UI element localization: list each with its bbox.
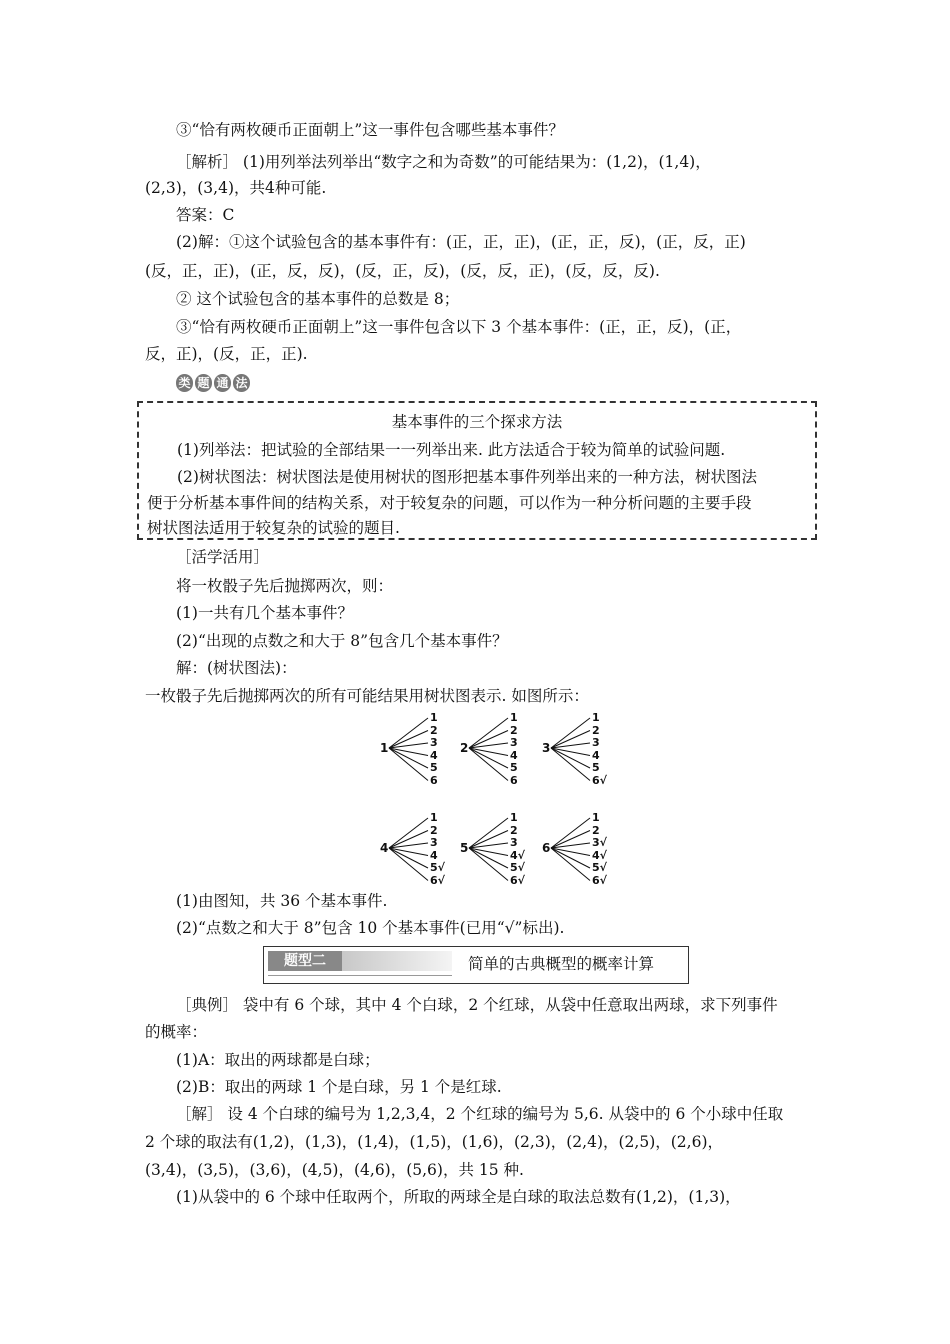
tree-leaf: 3√ [592, 836, 607, 849]
method-box-title: 基本事件的三个探求方法 [391, 413, 563, 431]
question-type-header [263, 946, 689, 984]
tree-branches [460, 712, 532, 788]
tree-root: 5 [460, 841, 469, 855]
header-shade [342, 951, 452, 971]
tree-leaf: 1 [430, 711, 438, 724]
text-line: 一枚骰子先后抛掷两次的所有可能结果用树状图表示. 如图所示： [145, 687, 589, 705]
tree-leaf: 6√ [592, 873, 607, 887]
tree-leaf: 4 [430, 848, 438, 862]
text-line: 将一枚骰子先后抛掷两次，则： [176, 577, 394, 595]
tree-leaf: 1 [510, 711, 518, 724]
method-line: 树状图法适用于较复杂的试验的题目. [147, 519, 400, 537]
text-line: (1)一共有几个基本事件？ [176, 604, 353, 622]
tree-branches [380, 712, 452, 788]
text-line: ［活学活用］ [176, 548, 270, 566]
tree-branch [551, 848, 590, 868]
tree-leaf: 4 [510, 748, 518, 762]
tree-leaf: 1 [592, 811, 600, 824]
tree [460, 812, 532, 888]
text-line: ［解析］ (1)用列举法列举出“数字之和为奇数”的可能结果为：(1,2)，(1,4)， [176, 153, 711, 171]
text-line: (1)A：取出的两球都是白球； [176, 1051, 380, 1069]
text-line: (1)从袋中的 6 个球中任取两个，所取的两球全是白球的取法总数有(1,2)，(1,3)， [176, 1188, 741, 1206]
text-line: 答案：C [176, 206, 235, 224]
text-line: 2 个球的取法有(1,2)，(1,3)，(1,4)，(1,5)，(1,6)，(2,3)，(2,4)，(2,5)，(2,6)， [145, 1133, 723, 1151]
text-line: ［典例］ 袋中有 6 个球，其中 4 个白球，2 个红球，从袋中任意取出两球，求下列事件 [176, 996, 778, 1014]
tree-leaf: 2 [592, 723, 600, 737]
section-badge [176, 374, 250, 392]
tree-root: 4 [380, 841, 389, 855]
question-type-title: 简单的古典概型的概率计算 [468, 955, 655, 973]
tree-leaf: 4√ [510, 848, 525, 862]
text-line: ② 这个试验包含的基本事件的总数是 8； [176, 290, 460, 308]
method-line: 便于分析基本事件间的结构关系，对于较复杂的问题，可以作为一种分析问题的主要手段 [147, 494, 752, 512]
tree-root: 2 [460, 741, 469, 755]
tree-root: 3 [542, 741, 551, 755]
tree-leaf: 1 [510, 811, 518, 824]
tree-leaf: 5√ [430, 861, 445, 874]
text-line: (3,4)，(3,5)，(3,6)，(4,5)，(4,6)，(5,6)，共 15 种. [145, 1161, 524, 1179]
badge-char: 法 [233, 374, 250, 392]
tree-branch [551, 748, 590, 756]
tree-leaf: 4√ [592, 848, 607, 862]
text-line: (2)“点数之和大于 8”包含 10 个基本事件(已用“√”标出). [176, 919, 565, 937]
tree-leaf: 1 [430, 811, 438, 824]
method-box [137, 401, 817, 540]
tree-branch [469, 748, 508, 756]
tree-leaf: 1 [592, 711, 600, 724]
tree-branch [389, 848, 428, 881]
tree-leaf: 2 [510, 823, 518, 837]
tree-branch [551, 748, 590, 768]
tree [542, 712, 614, 788]
tree-branch [551, 748, 590, 781]
tree-leaf: 3 [510, 736, 518, 749]
tree-leaf: 5 [430, 761, 438, 774]
tree-root: 6 [542, 841, 551, 855]
tree [460, 712, 532, 788]
text-line: (1)由图知，共 36 个基本事件. [176, 892, 388, 910]
tree-branch [469, 748, 508, 768]
tree-diagram [370, 712, 630, 890]
header-underline [268, 971, 452, 976]
text-line: 的概率： [145, 1023, 208, 1041]
tree-leaf: 2 [592, 823, 600, 837]
text-line: ③“恰有两枚硬币正面朝上”这一事件包含以下 3 个基本事件：(正，正，反)，(正， [176, 318, 742, 336]
badge-char: 题 [195, 374, 212, 392]
badge-char: 类 [176, 374, 193, 392]
tree-branch [551, 848, 590, 856]
tree-leaf: 3 [592, 736, 600, 749]
tree-leaf: 6 [430, 773, 438, 787]
tree-leaf: 6√ [430, 873, 445, 887]
method-line: (2)树状图法：树状图法是使用树状的图形把基本事件列举出来的一种方法，树状图法 [177, 468, 757, 486]
tree-leaf: 5 [510, 761, 518, 774]
text-line: 解：(树状图法)： [176, 659, 297, 677]
tree-leaf: 6√ [592, 773, 607, 787]
question-type-tag: 题型二 [268, 951, 342, 971]
tree-leaf: 5√ [510, 861, 525, 874]
tree-branch [469, 848, 508, 856]
tree-branch [469, 848, 508, 868]
tree-leaf: 5 [592, 761, 600, 774]
tree-leaf: 3 [510, 836, 518, 849]
tree-root: 1 [380, 741, 389, 755]
method-line: (1)列举法：把试验的全部结果一一列举出来. 此方法适合于较为简单的试验问题. [177, 441, 726, 459]
tree-leaf: 6 [510, 773, 518, 787]
tree-leaf: 4 [430, 748, 438, 762]
tree [380, 712, 452, 788]
tree-leaf: 2 [430, 823, 438, 837]
text-line: (2)B：取出的两球 1 个是白球，另 1 个是红球. [176, 1078, 502, 1096]
tree-leaf: 5√ [592, 861, 607, 874]
text-line: (2,3)，(3,4)，共4种可能. [145, 179, 327, 197]
text-line: 反，正)，(反，正，正). [145, 345, 308, 363]
tree-branch [469, 748, 508, 781]
tree-branch [389, 848, 428, 868]
text-line: ［解］ 设 4 个白球的编号为 1,2,3,4，2 个红球的编号为 5,6. 从袋中的 6 个小球中任取 [176, 1105, 784, 1123]
tree-leaf: 3 [430, 836, 438, 849]
tree-leaf: 4 [592, 748, 600, 762]
badge-char: 通 [214, 374, 231, 392]
tree-branch [389, 748, 428, 756]
text-line: ③“恰有两枚硬币正面朝上”这一事件包含哪些基本事件？ [176, 121, 564, 139]
tree-leaf: 3 [430, 736, 438, 749]
text-line: (2)“出现的点数之和大于 8”包含几个基本事件？ [176, 632, 508, 650]
tree-branch [389, 748, 428, 768]
text-line: (2)解：①这个试验包含的基本事件有：(正，正，正)，(正，正，反)，(正，反，正) [176, 233, 746, 251]
tree [542, 812, 614, 888]
tree [380, 812, 452, 888]
tree-branch [389, 848, 428, 856]
tree-branch [389, 748, 428, 781]
text-line: (反，正，正)，(正，反，反)，(反，正，反)，(反，反，正)，(反，反，反). [145, 262, 660, 280]
tree-leaf: 2 [430, 723, 438, 737]
tree-leaf: 2 [510, 723, 518, 737]
tree-branch [469, 848, 508, 881]
tree-branch [551, 848, 590, 881]
tree-leaf: 6√ [510, 873, 525, 887]
